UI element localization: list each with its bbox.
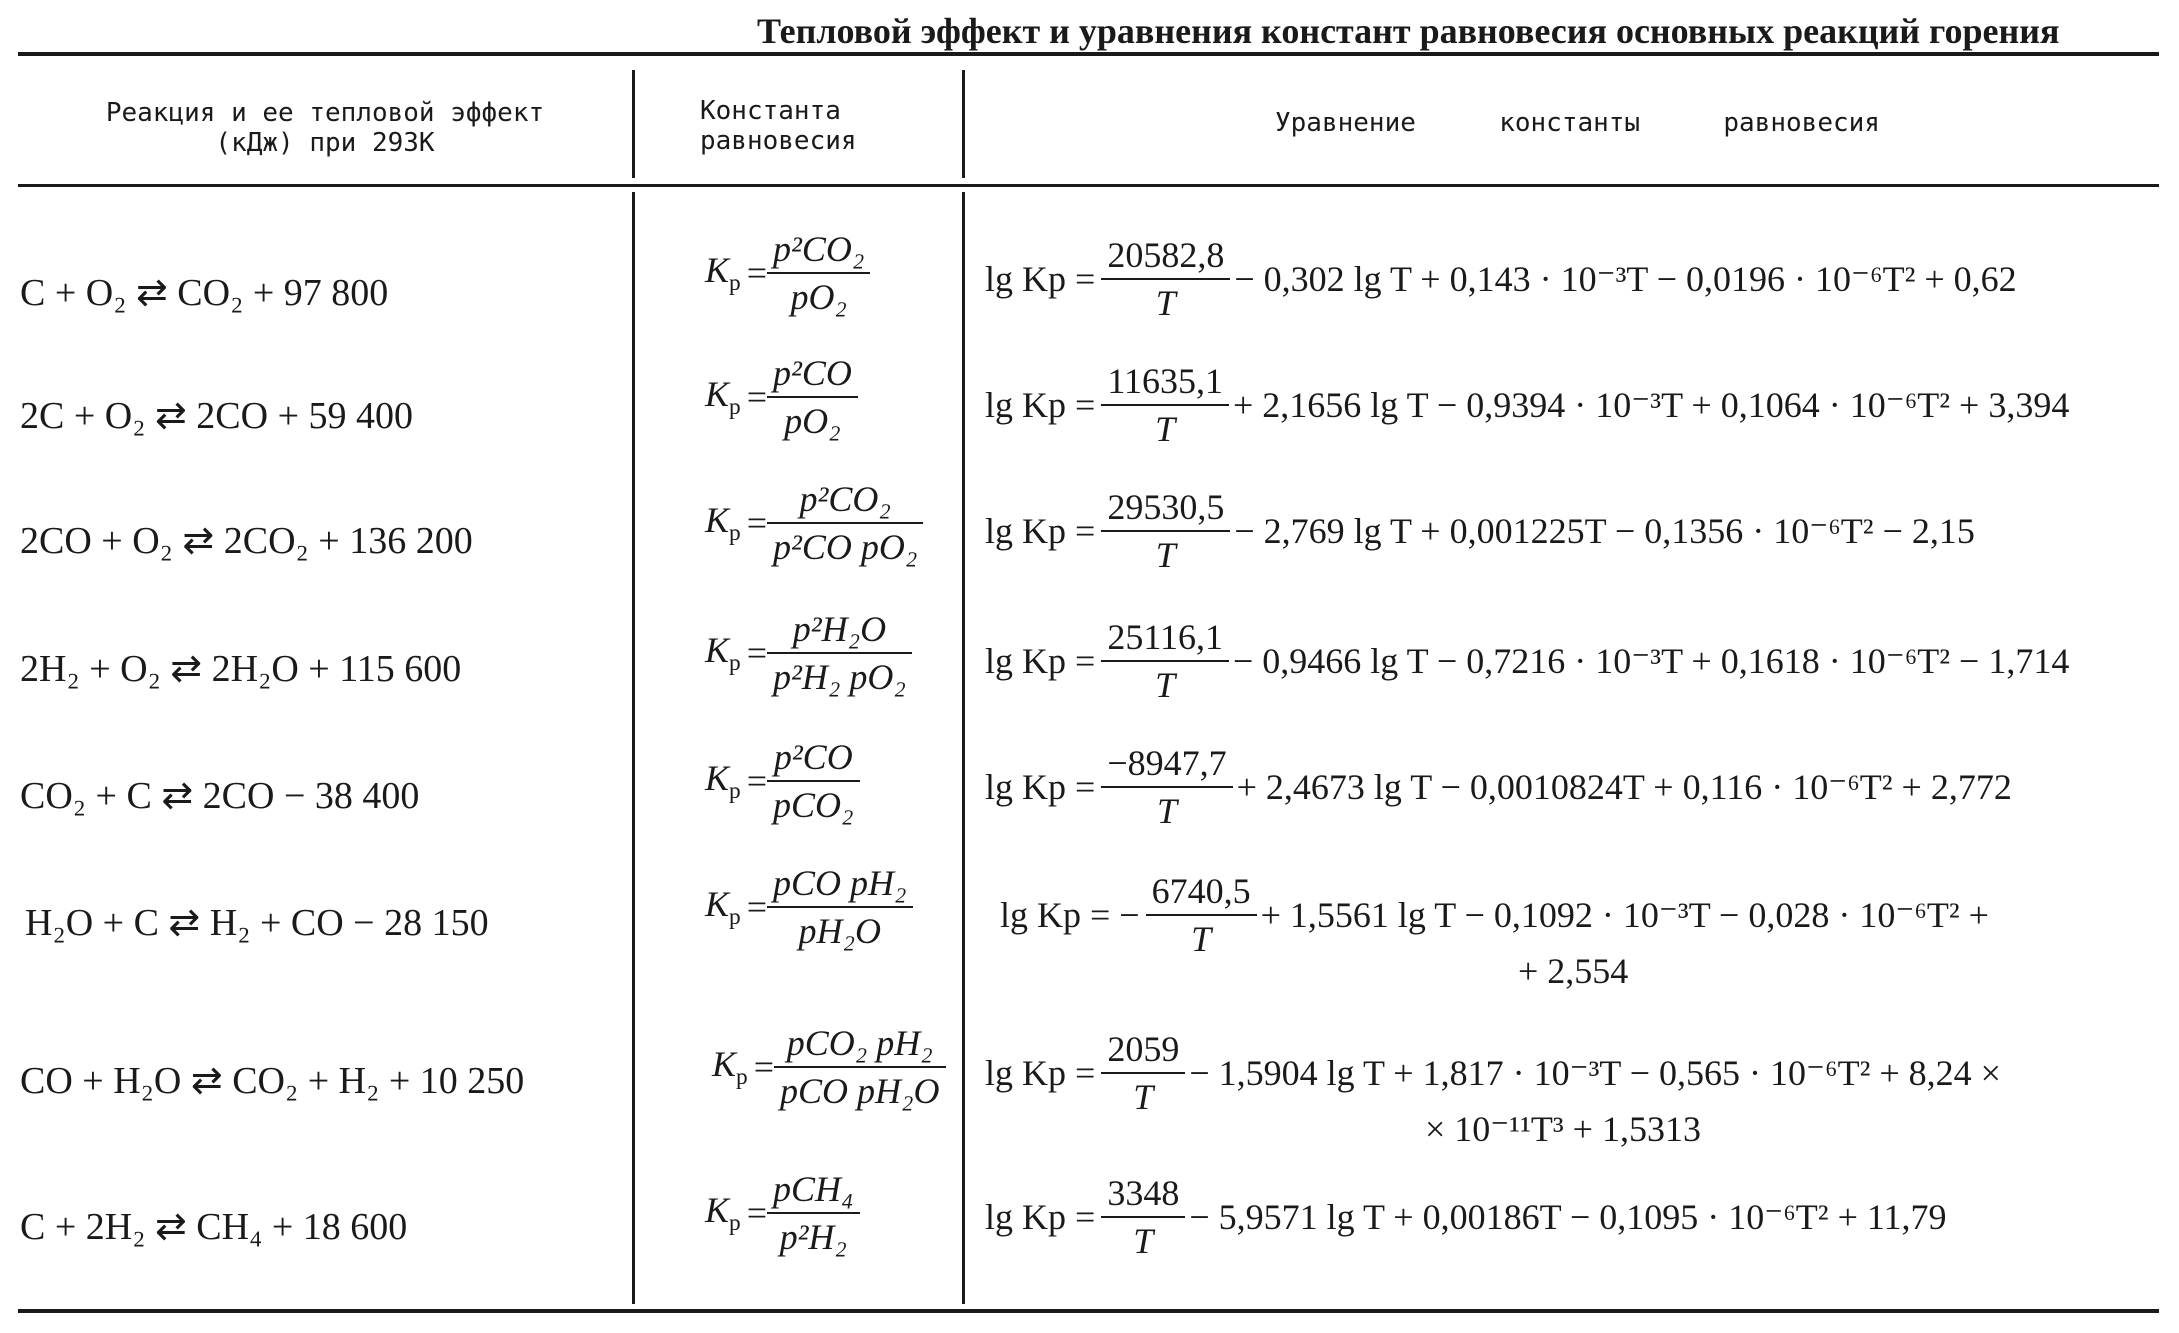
kp-expression: $K_p$ = $\frac{\text{pCO pH₂}}{\text{pH₂O}}$ [705,860,913,954]
equation-cell [985,358,2069,452]
header-equation-word1: Уравнение [1275,108,1416,138]
header-rule [18,184,2159,187]
equation-tail: − 0,9466 lg T − 0,7216 · 10⁻³T + 0,1618 · 10⁻⁶T² − 1,714 [1232,641,2070,681]
kp-fraction: $\frac{\text{p²CO₂}}{\text{p²CO pO₂}}$ [767,476,923,570]
top-rule [18,52,2159,56]
equation-continuation: + 2,554 [1518,951,1629,991]
equation-cell [985,232,2017,326]
column-divider-2-body [962,192,965,1304]
kp-fraction: $\frac{\text{p²CO}}{\text{pCO₂}}$ [767,734,860,828]
equation-fraction: $\frac{2059}{T}$ [1101,1026,1185,1120]
equation-lead: lg Kp = [985,767,1096,807]
header-equation [1275,108,1880,138]
equation-cell [985,614,2069,708]
equation-fraction: $\frac{3348}{T}$ [1101,1170,1185,1264]
kp-fraction: $\frac{\text{p²CO₂}}{\text{pO₂}}$ [767,226,870,320]
equation-fraction: $\frac{29530,5}{T}$ [1101,484,1230,578]
reaction-cell: 2H₂ + O₂ ⇄ 2H₂O + 115 600 [20,648,462,690]
header-constant-line1: Константа [700,96,841,126]
equation-fraction: $\frac{11635,1}{T}$ [1101,358,1229,452]
equation-cell [1000,868,1989,962]
header-constant [700,96,857,156]
reaction-cell: CO₂ + C ⇄ 2CO − 38 400 [20,775,420,817]
equation-tail: + 1,5561 lg T − 0,1092 · 10⁻³T − 0,028 · 10⁻⁶T² + [1260,895,1989,935]
header-reaction-line1: Реакция и ее тепловой эффект [105,98,545,128]
equation-lead: lg Kp = [985,511,1096,551]
reaction-cell: CO + H₂O ⇄ CO₂ + H₂ + 10 250 [20,1060,525,1102]
equation-fraction: $\frac{-8947,7}{T}$ [1101,740,1232,834]
header-reaction-line2: (кДж) при 293К [215,128,435,158]
equation-cell [985,484,1975,578]
equation-tail: − 0,302 lg T + 0,143 · 10⁻³T − 0,0196 · 10⁻⁶T² + 0,62 [1234,259,2017,299]
equation-tail: − 5,9571 lg T + 0,00186T − 0,1095 · 10⁻⁶T² + 11,79 [1189,1197,1947,1237]
kp-fraction: $\frac{\text{p²H₂O}}{\text{p²H₂ pO₂}}$ [767,606,912,700]
table-title: Тепловой эффект и уравнения констант равновесия основных реакций горения [757,11,2060,51]
equation-cell [985,1026,2001,1120]
equation-tail: + 2,4673 lg T − 0,0010824T + 0,116 · 10⁻⁶T² + 2,772 [1236,767,2012,807]
equation-tail: + 2,1656 lg T − 0,9394 · 10⁻³T + 0,1064 · 10⁻⁶T² + 3,394 [1232,385,2070,425]
reaction-cell: 2CO + O₂ ⇄ 2CO₂ + 136 200 [20,520,473,562]
reaction-cell: C + O₂ ⇄ CO₂ + 97 800 [20,272,389,314]
kp-fraction: $\frac{\text{pCO₂ pH₂}}{\text{pCO pH₂O}}$ [774,1020,946,1114]
kp-expression: $K_p$ = $\frac{\text{pCO₂ pH₂}}{\text{pCO pH₂O}}$ [712,1020,946,1114]
equation-lead: lg Kp = [985,385,1096,425]
equation-cell [985,1170,1947,1264]
kp-fraction: $\frac{\text{p²CO}}{\text{pO₂}}$ [767,350,858,444]
column-divider-1-body [632,192,635,1304]
equation-fraction: $\frac{25116,1}{T}$ [1101,614,1229,708]
equation-lead: lg Kp = [985,259,1096,299]
kp-expression: $K_p$ = $\frac{\text{pCH₄}}{\text{p²H₂}}$ [705,1166,860,1260]
header-equation-word3: равновесия [1723,108,1880,138]
kp-expression: $K_p$ = $\frac{\text{p²H₂O}}{\text{p²H₂ pO₂}}$ [705,606,912,700]
equation-tail: − 1,5904 lg T + 1,817 · 10⁻³T − 0,565 · 10⁻⁶T² + 8,24 × [1189,1053,2001,1093]
equation-lead: lg Kp = [985,641,1096,681]
kp-expression: $K_p$ = $\frac{\text{p²CO₂}}{\text{pO₂}}$ [705,226,870,320]
equation-tail: − 2,769 lg T + 0,001225T − 0,1356 · 10⁻⁶T² − 2,15 [1234,511,1975,551]
kp-expression: $K_p$ = $\frac{\text{p²CO}}{\text{pO₂}}$ [705,350,858,444]
equation-continuation: × 10⁻¹¹T³ + 1,5313 [1425,1109,1701,1149]
equation-lead: lg Kp = [985,1197,1096,1237]
column-divider-1 [632,70,635,178]
kp-fraction: $\frac{\text{pCH₄}}{\text{p²H₂}}$ [767,1166,860,1260]
header-equation-word2: константы [1499,108,1641,138]
reaction-cell: 2C + O₂ ⇄ 2CO + 59 400 [20,395,414,437]
header-constant-line2: равновесия [700,126,857,156]
bottom-rule [18,1309,2159,1313]
reaction-cell: C + 2H₂ ⇄ CH₄ + 18 600 [20,1206,408,1248]
equation-cell [985,740,2012,834]
equation-lead: lg Kp = [985,1053,1096,1093]
reaction-cell: H₂O + C ⇄ H₂ + CO − 28 150 [25,902,489,944]
column-divider-2 [962,70,965,178]
kp-expression: $K_p$ = $\frac{\text{p²CO}}{\text{pCO₂}}$ [705,734,860,828]
kp-expression: $K_p$ = $\frac{\text{p²CO₂}}{\text{p²CO pO₂}}$ [705,476,923,570]
equation-fraction: $\frac{20582,8}{T}$ [1101,232,1230,326]
equation-fraction: $\frac{6740,5}{T}$ [1146,868,1257,962]
header-reaction [40,98,610,158]
equation-lead: lg Kp = − [1000,895,1140,935]
kp-fraction: $\frac{\text{pCO pH₂}}{\text{pH₂O}}$ [767,860,913,954]
